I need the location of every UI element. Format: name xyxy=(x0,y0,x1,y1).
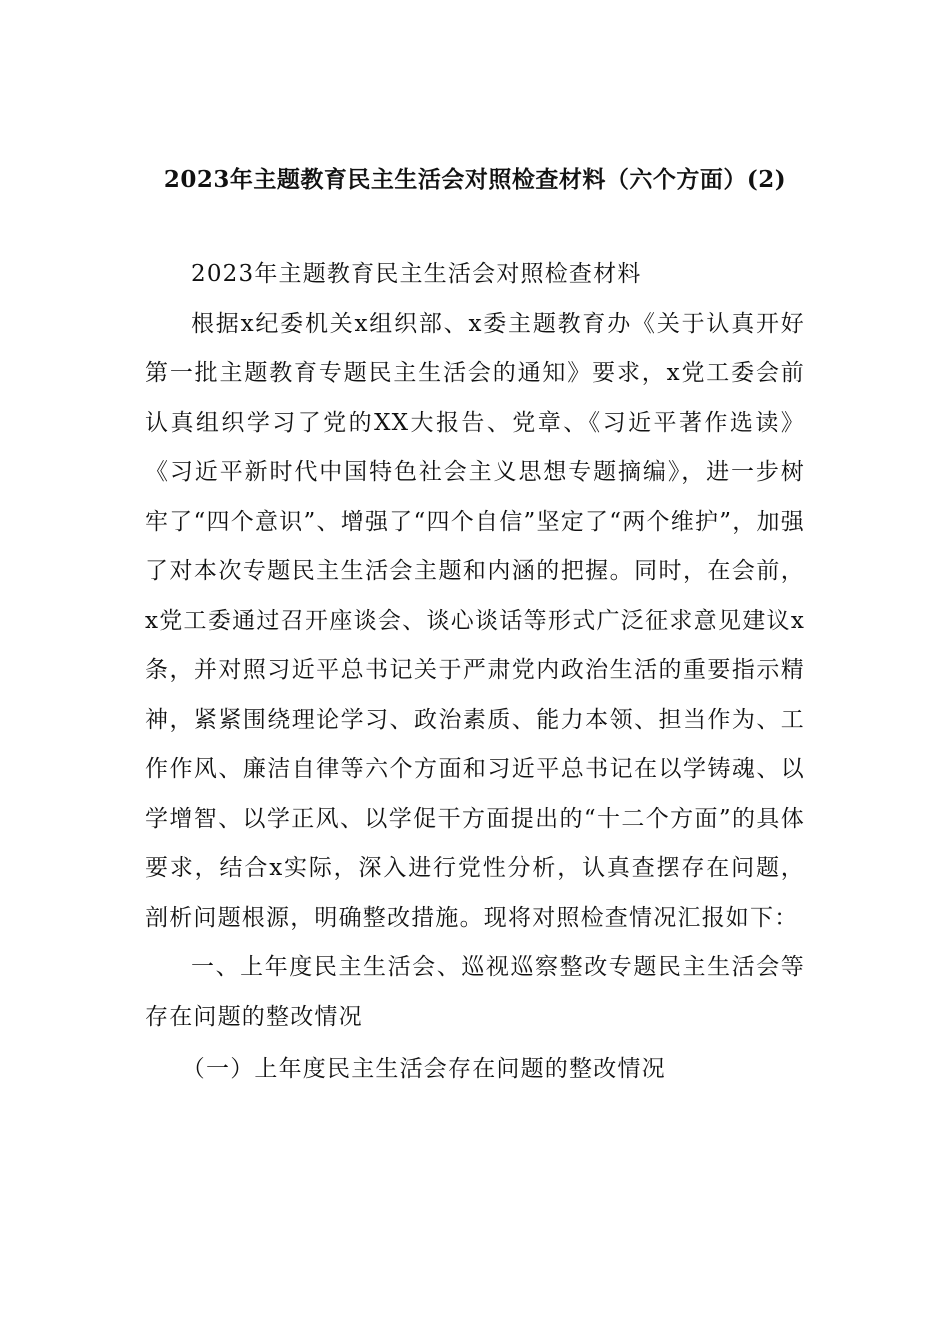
document-subtitle: 2023年主题教育民主生活会对照检查材料 xyxy=(191,261,642,287)
subsection-heading-1: （一）上年度民主生活会存在问题的整改情况 xyxy=(181,1056,666,1082)
document-body xyxy=(145,250,805,1095)
document-title: 2023年主题教育民主生活会对照检查材料（六个方面）(2) xyxy=(163,166,787,193)
body-paragraph-intro: 根据x纪委机关x组织部、x委主题教育办《关于认真开好第一批主题教育专题民主生活会的通知》要求，x党工委会前认真组织学习了党的XX大报告、党章、《习近平著作选读》《习近平新时代中国特色社会主义思想专题摘编》，进一步树牢了“四个意识”、增强了“四个自信”坚定了“两个维护”，加强了对本次专题民主生活会主题和内涵的把握。同时，在会前，x党工委通过召开座谈会、谈心谈话等形式广泛征求意见建议x条，并对照习近平总书记关于严肃党内政治生活的重要指示精神，紧紧围绕理论学习、政治素质、能力本领、担当作为、工作作风、廉洁自律等六个方面和习近平总书记在以学铸魂、以学增智、以学正风、以学促干方面提出的“十二个方面”的具体要求，结合x实际，深入进行党性分析，认真查摆存在问题，剖析问题根源，明确整改措施。现将对照检查情况汇报如下： xyxy=(145,310,805,931)
section-heading-1: 一、上年度民主生活会、巡视巡察整改专题民主生活会等存在问题的整改情况 xyxy=(145,954,805,1030)
